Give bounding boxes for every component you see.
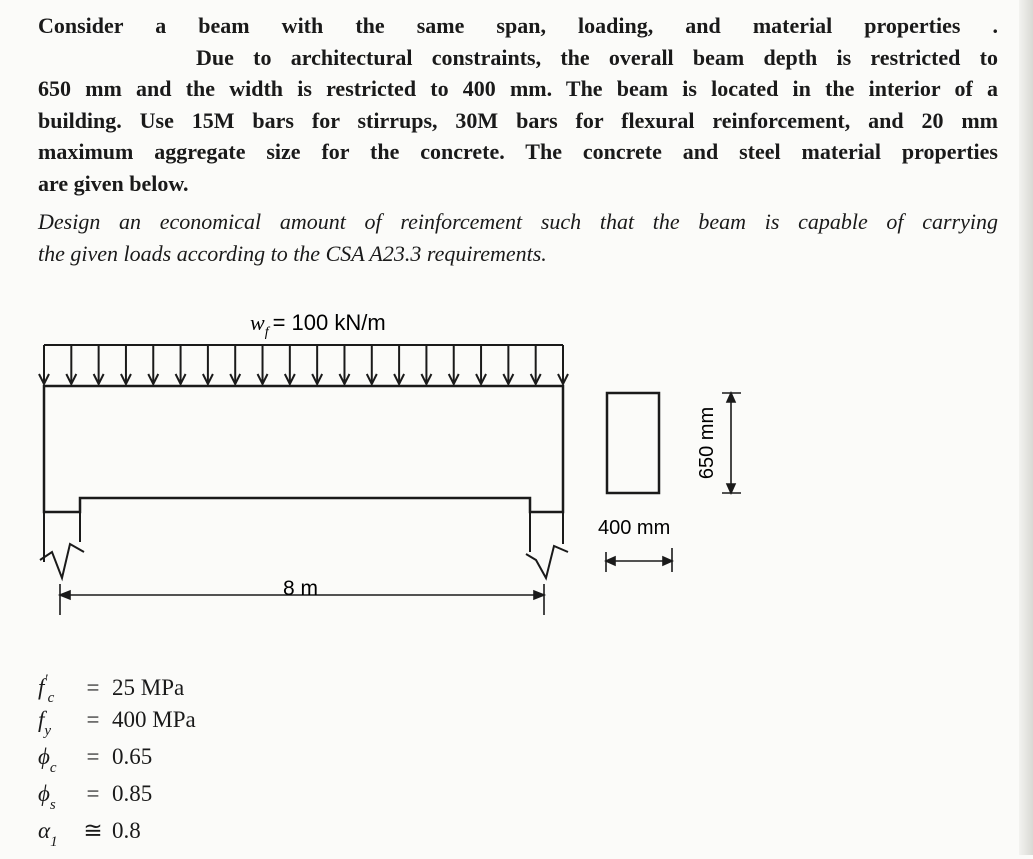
property-value: 0.65 <box>112 744 153 769</box>
problem-line: maximum aggregate size for the concrete. The concrete and steel material properties <box>38 139 998 164</box>
problem-line: 650 mm and the width is restricted to 400 mm. The beam is located in the interior of a <box>38 76 998 101</box>
right-support <box>526 498 568 578</box>
property-relation: ≅ <box>83 818 103 843</box>
property-row <box>38 664 196 707</box>
property-symbol: $\phi_c$ <box>38 744 57 776</box>
width-dimension <box>606 548 672 572</box>
task-line: Design an economical amount of reinforcement such that the beam is capable of carrying <box>38 209 998 234</box>
depth-label: 650 mm <box>696 406 718 480</box>
property-row <box>38 775 196 812</box>
property-value: 0.85 <box>112 781 153 806</box>
property-row <box>38 738 196 775</box>
property-symbol: $\phi_s$ <box>38 781 56 813</box>
beam-outline <box>44 386 563 512</box>
problem-line: Consider a beam with the same span, loading, and material properties . <box>38 13 998 38</box>
property-symbol: $\alpha_1$ <box>38 818 58 850</box>
task-line: the given loads according to the CSA A23.3 requirements. <box>38 241 547 266</box>
problem-line: Due to architectural constraints, the overall beam depth is restricted to <box>196 44 998 70</box>
property-symbol: $f_y$ <box>38 707 52 739</box>
page-edge <box>1019 0 1033 855</box>
problem-line: are given below. <box>38 170 189 196</box>
property-row <box>38 812 196 849</box>
depth-dimension <box>722 393 741 493</box>
span-label: 8 m <box>283 577 319 600</box>
property-relation: = <box>86 674 100 700</box>
design-task <box>38 206 998 270</box>
property-row <box>38 701 196 738</box>
beam-diagram <box>0 290 1000 640</box>
distributed-load <box>39 345 568 384</box>
problem-line: building. Use 15M bars for stirrups, 30M bars for flexural reinforcement, and 20 mm <box>38 107 998 133</box>
property-value: 25 MPa <box>112 674 185 700</box>
cross-section <box>607 393 659 493</box>
material-properties <box>38 664 196 849</box>
property-relation: = <box>86 707 100 732</box>
property-relation: = <box>86 744 100 769</box>
load-label: $w_f = 100$ kN/m <box>250 310 386 340</box>
property-value: 0.8 <box>112 818 141 843</box>
property-relation: = <box>86 781 100 806</box>
property-value: 400 MPa <box>112 707 196 732</box>
left-support <box>40 498 84 578</box>
width-label: 400 mm <box>598 517 671 539</box>
property-symbol: $f'_c$ <box>38 672 55 707</box>
problem-statement <box>38 10 998 199</box>
